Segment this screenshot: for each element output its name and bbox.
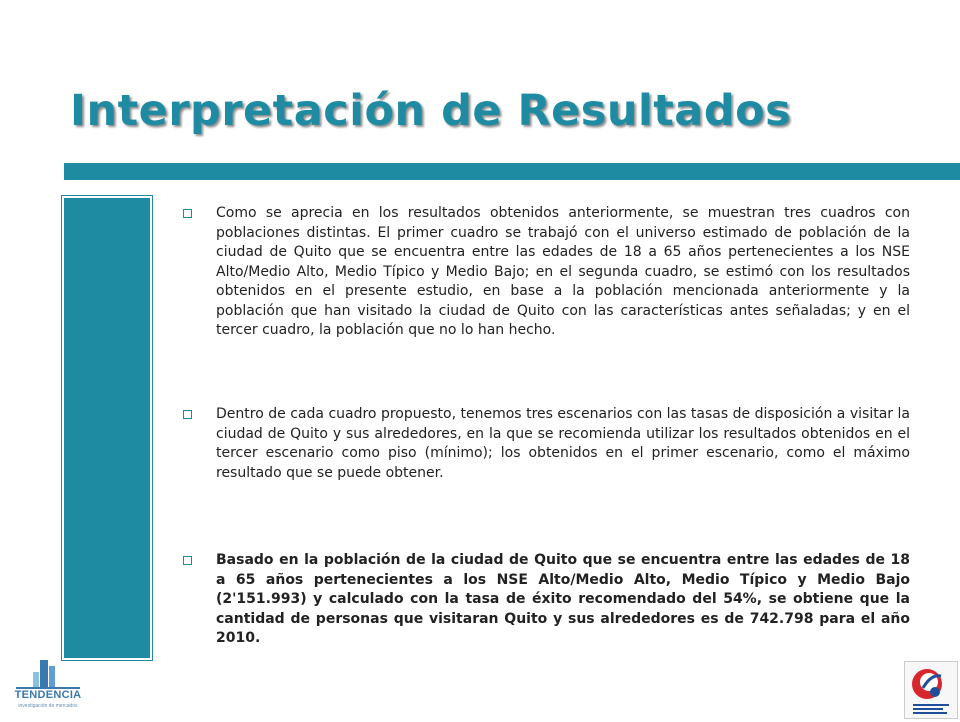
quito-emblem-icon (905, 662, 957, 718)
side-accent-panel (62, 196, 152, 660)
bullet-item (183, 405, 910, 483)
quito-turismo-logo (904, 661, 958, 719)
slide-title: Interpretación de Resultados (70, 86, 792, 136)
bullet-text: Basado en la población de la ciudad de Quito que se encuentra entre las edades de 18 a 65 años pertenecientes a los NSE Alto/Medio Alto, Medio Típico y Medio Bajo (2'151.993) y calculado con la tasa de éxito recomendado del 54%, se obtiene que la cantidad de personas que visitaran Quito y sus alrededores es de 742.798 para el año 2010. (216, 552, 910, 646)
tendencia-logo (6, 658, 90, 714)
bullet-item (183, 204, 910, 341)
bullet-square-icon (183, 556, 192, 565)
bullet-text: Dentro de cada cuadro propuesto, tenemos tres escenarios con las tasas de disposición a visitar la ciudad de Quito y sus alrededores, en la que se recomienda utilizar los resultados obtenidos en el tercer escenario como piso (mínimo); los obtenidos en el primer escenario, como el máximo resultado que se puede obtener. (216, 406, 910, 481)
bullet-square-icon (183, 209, 192, 218)
bullet-text: Como se aprecia en los resultados obtenidos anteriormente, se muestran tres cuadros con poblaciones distintas. El primer cuadro se trabajó con el universo estimado de población de la ciudad de Quito que se encuentra entre las edades de 18 a 65 años pertenecientes a los NSE Alto/Medio Alto, Medio Típico y Medio Bajo; en el segunda cuadro, se estimó con los resultados obtenidos en el presente estudio, en base a la población mencionada anteriormente y la población que han visitado la ciudad de Quito con las características antes señaladas; y en el tercer cuadro, la población que no lo han hecho. (216, 205, 910, 338)
building-icon (6, 658, 90, 690)
bullet-item (183, 551, 910, 649)
title-underline-bar (64, 163, 960, 180)
bullet-square-icon (183, 410, 192, 419)
logo-name: TENDENCIA (14, 689, 82, 701)
logo-tagline: investigación de mercados (18, 703, 78, 709)
